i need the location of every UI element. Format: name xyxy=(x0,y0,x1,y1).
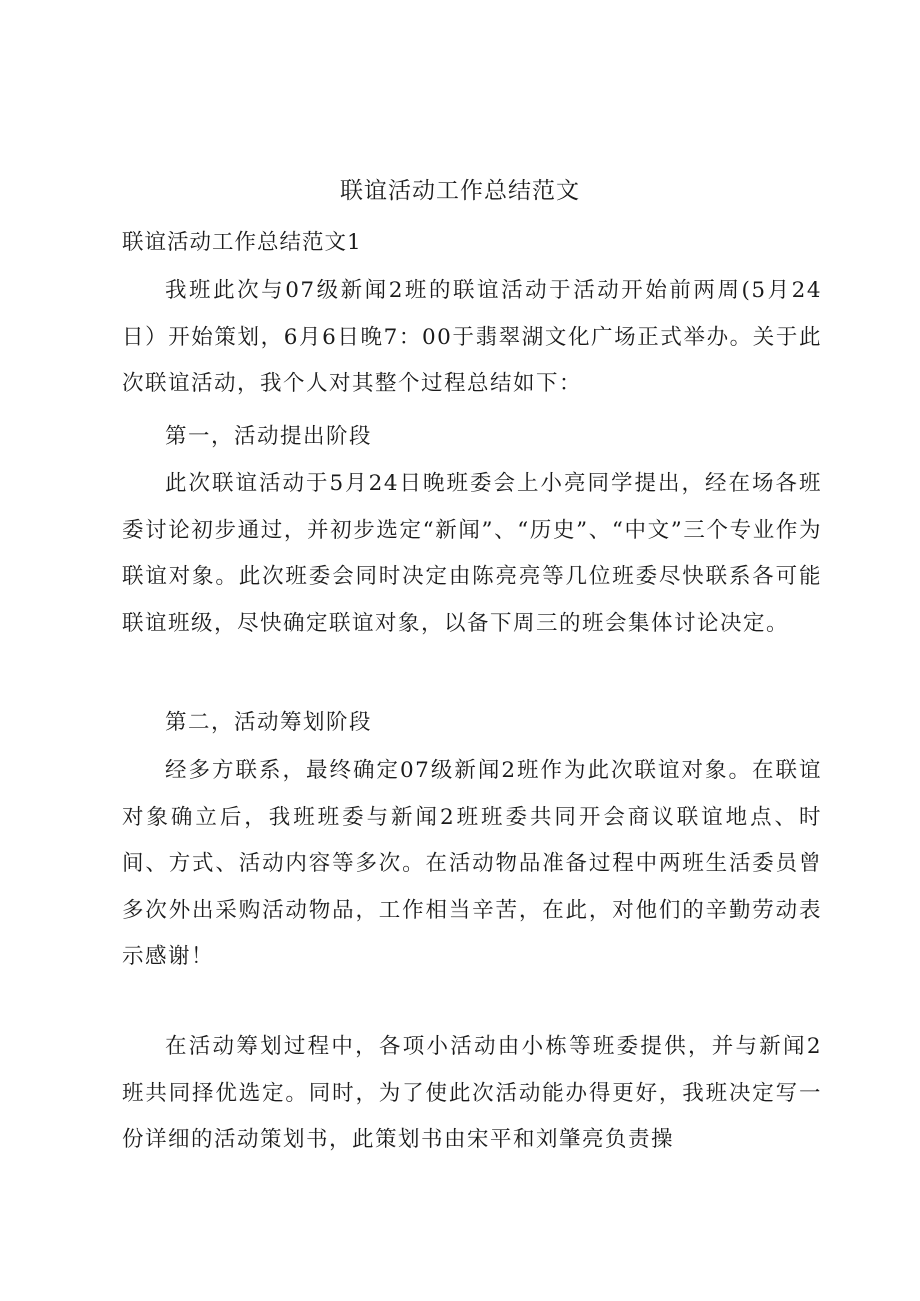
document-subtitle: 联谊活动工作总结范文1 xyxy=(122,230,362,255)
paragraph-proposal: 此次联谊活动于5月24日晚班委会上小亮同学提出，经在场各班委讨论初步通过，并初步选定“新闻”、“历史”、“中文”三个专业作为联谊对象。此次班委会同时决定由陈亮亮等几位班委尽快联系各可能联谊班级，尽快确定联谊对象，以备下周三的班会集体讨论决定。 xyxy=(122,471,822,636)
section-heading-planning: 第二，活动筹划阶段 xyxy=(165,710,373,735)
paragraph-planning-continued: 在活动筹划过程中，各项小活动由小栋等班委提供，并与新闻2班共同择优选定。同时，为了使此次活动能办得更好，我班决定写一份详细的活动策划书，此策划书由宋平和刘肇亮负责操 xyxy=(122,1034,822,1152)
paragraph-planning: 经多方联系，最终确定07级新闻2班作为此次联谊对象。在联谊对象确立后，我班班委与新闻2班班委共同开会商议联谊地点、时间、方式、活动内容等多次。在活动物品准备过程中两班生活委员曾多次外出采购活动物品，工作相当辛苦，在此，对他们的辛勤劳动表示感谢！ xyxy=(122,758,822,969)
document-title: 联谊活动工作总结范文 xyxy=(340,178,580,204)
paragraph-intro: 我班此次与07级新闻2班的联谊活动于活动开始前两周(5月24日）开始策划，6月6日晚7：00于翡翠湖文化广场正式举办。关于此次联谊活动，我个人对其整个过程总结如下： xyxy=(122,278,822,396)
section-heading-proposal: 第一，活动提出阶段 xyxy=(165,424,373,449)
